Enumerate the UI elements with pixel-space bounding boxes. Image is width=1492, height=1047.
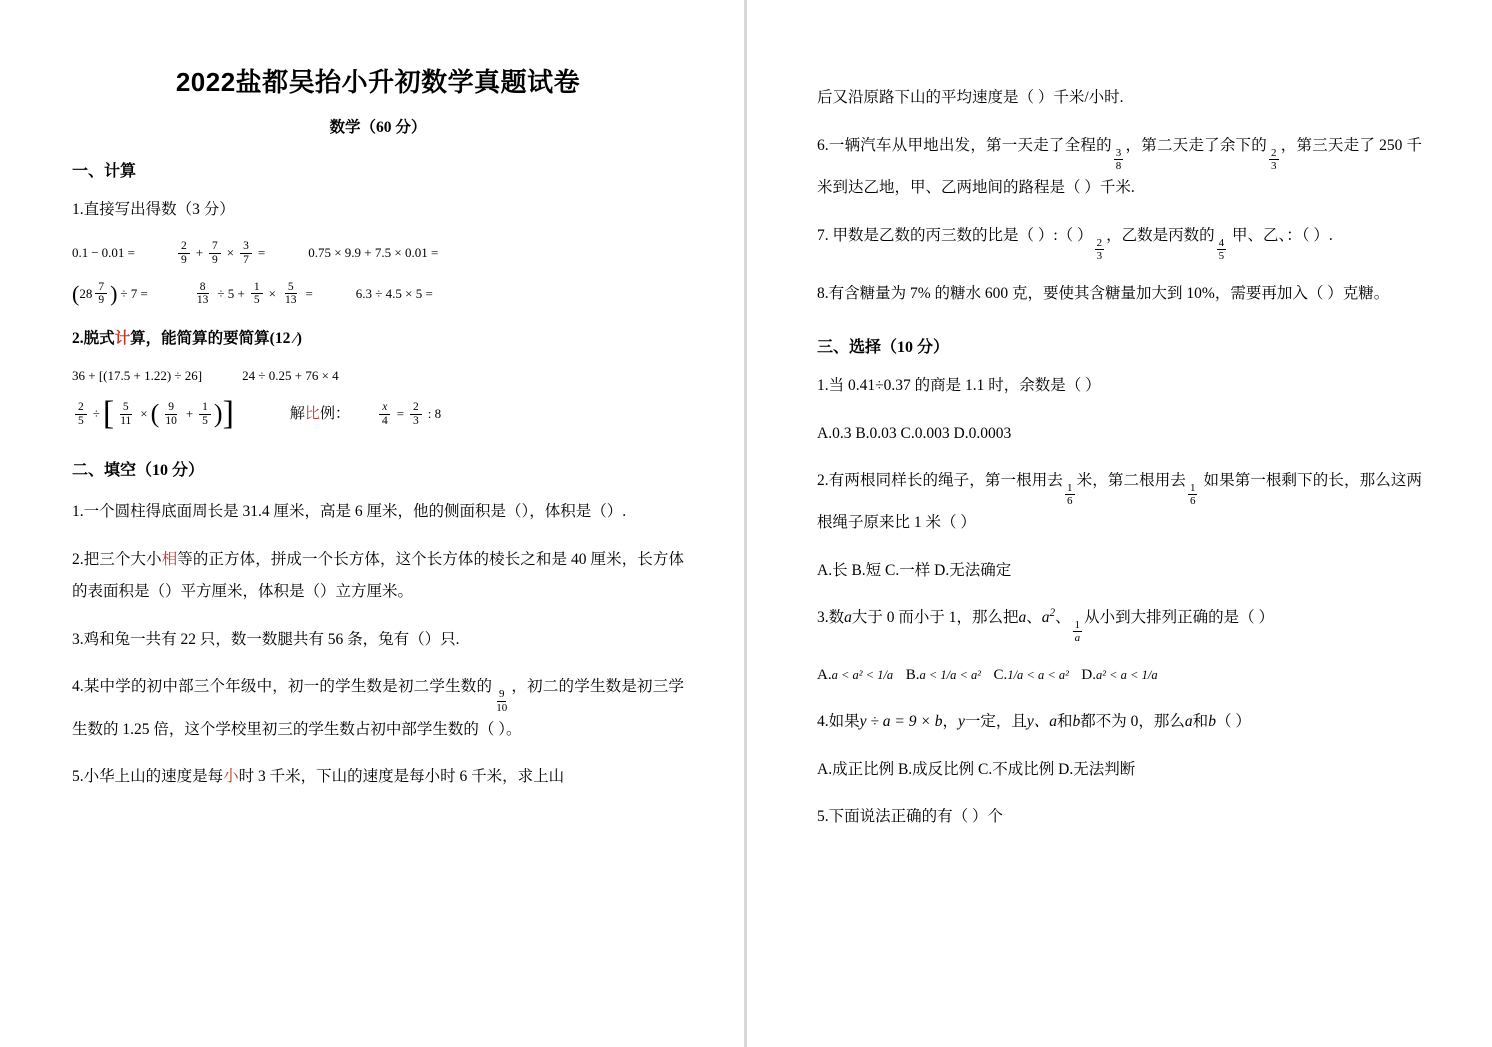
option-a-expr: a < a² < 1/a — [831, 667, 894, 682]
section-heading-fill-blank: 二、填空（10 分） — [72, 462, 205, 480]
fill-question-1: 1.一个圆柱得底面周长是 31.4 厘米，高是 6 厘米，他的侧面积是（），体积是（）. — [72, 503, 627, 521]
right-bracket: ] — [222, 395, 234, 433]
left-bracket: [ — [102, 395, 115, 433]
choice-question-4-options: A.成正比例 B.成反比例 C.不成比例 D.无法判断 — [817, 760, 1136, 778]
question-1-row-1 — [72, 240, 684, 267]
option-c-label: C. — [993, 666, 1008, 683]
option-d-expr: a² < a < 1/a — [1096, 667, 1158, 682]
expr-2-2: $\frac{8}{13}$ ÷ 5 + $\frac{1}{5}$ × $\frac{5}{13}$ = — [191, 281, 316, 308]
fraction: $\frac{5}{13}$ — [284, 280, 297, 307]
expr-q2-1: 36 + [(17.5 + 1.22) ÷ 26] — [72, 368, 203, 384]
fraction: $\frac{2}{5}$ — [75, 401, 87, 428]
left-page-column — [0, 0, 744, 1047]
section-heading-choice: 三、选择（10 分） — [817, 338, 950, 356]
fraction: $\frac{9}{10}$ — [165, 400, 177, 427]
left-paren: ( — [72, 280, 80, 306]
option-a-label: A. — [817, 666, 832, 683]
fraction: $\frac{1}{6}$ — [1189, 481, 1196, 507]
fill-question-8: 8.有含糖量为 7% 的糖水 600 克，要使其含糖量加大到 10%，需要再加入（ ）克糖。 — [817, 285, 1390, 302]
fraction: $\frac{8}{13}$ — [196, 280, 209, 307]
expr-q2-2: 24 ÷ 0.25 + 76 × 4 — [242, 368, 339, 384]
fraction: $\frac{1}{6}$ — [1067, 481, 1073, 507]
choice-question-1: 1.当 0.41÷0.37 的商是 1.1 时，余数是（ ） — [817, 376, 1101, 394]
fraction: $\frac{2}{3}$ — [410, 401, 422, 428]
fraction: $\frac{7}{9}$ — [209, 240, 221, 267]
option-b-label: B. — [905, 666, 920, 683]
highlighted-char: 计 — [114, 330, 131, 348]
page-title: 2022盐都吴抬小升初数学真题试卷 — [175, 67, 581, 97]
highlighted-char: 比 — [304, 406, 320, 423]
option-b-expr: a < 1/a < a² — [919, 667, 982, 682]
expr-1-2: $\frac{2}{9}$ + $\frac{7}{9}$ × $\frac{3}{7}$ = — [175, 240, 268, 267]
fill-question-2: 2.把三个大小相等的正方体，拼成一个长方体，这个长方体的棱长之和是 40 厘米，长方体的表面积是（）平方厘米，体积是（）立方厘米。 — [72, 551, 684, 600]
highlighted-char: 相 — [161, 551, 178, 569]
highlighted-char: 小 — [223, 768, 239, 786]
fraction: $\frac{2}{9}$ — [178, 240, 190, 267]
expr-q2-3: $\frac{2}{5}$ ÷ [ $\frac{5}{11}$ × ( $\frac{9}{10}$ + $\frac{1}{5}$ ) ] — [72, 397, 234, 431]
left-paren: ( — [150, 399, 160, 429]
expr-2-3: 6.3 ÷ 4.5 × 5 = — [355, 285, 433, 301]
fill-question-5: 5.小华上山的速度是每小时 3 千米，下山的速度是每小时 6 千米，求上山 — [72, 768, 565, 786]
question-2-heading: 2.脱式计算，能简算的要简算(12 ⁄) — [72, 330, 302, 348]
choice-question-5: 5.下面说法正确的有（ ）个 — [817, 807, 1004, 825]
question-1-row-2 — [72, 281, 684, 308]
fill-question-3: 3.鸡和兔一共有 22 只，数一数腿共有 56 条，兔有（）只. — [72, 630, 460, 648]
fill-question-7: 7. 甲数是乙数的丙三数的比是（ ）:（ ） $\frac{2}{3}$ ，乙数是丙数的 $\frac{4}{5}$ 甲、乙、：（ ）. — [817, 226, 1333, 262]
page-subtitle: 数学（60 分） — [329, 119, 427, 136]
right-paren: ) — [213, 399, 223, 429]
expr-1-1: 0.1 − 0.01 = — [72, 244, 135, 260]
question-1-heading: 1.直接写出得数（3 分） — [72, 201, 235, 218]
fill-question-4: 4.某中学的初中部三个年级中，初一的学生数是初二学生数的 $\frac{9}{10}$ ，初二的学生数是初三学生数的 1.25 倍，这个学校里初三的学生数占初中部学生数的（ ）。 — [72, 678, 684, 738]
mixed-number: 28 $\frac{7}{9}$ — [79, 281, 110, 308]
fraction: $\frac{1}{5}$ — [251, 281, 263, 308]
fraction: $\frac{5}{11}$ — [120, 400, 132, 427]
choice-question-4: 4.如果y ÷ a = 9 × b，y一定，且y、a和b都不为 0，那么a和b（ ） — [817, 712, 1251, 730]
expr-1-3: 0.75 × 9.9 + 7.5 × 0.01 = — [308, 244, 439, 260]
fraction: $\frac{2}{3}$ — [1096, 236, 1103, 262]
expr-q2-4: $\frac{x}{4}$ = $\frac{2}{3}$ : 8 — [376, 401, 444, 428]
fraction: $\frac{3}{8}$ — [1115, 146, 1122, 172]
fraction: $\frac{x}{4}$ — [379, 401, 391, 428]
fraction: $\frac{9}{10}$ — [496, 688, 508, 714]
solve-proportion-label: 解比例： — [289, 406, 350, 423]
fill-question-6: 6.一辆汽车从甲地出发，第一天走了全程的 $\frac{3}{8}$ ，第二天走了余下的 $\frac{2}{3}$ ，第三天走了 250 千米到达乙地，甲、乙两地间的路程是（ ）千米. — [817, 136, 1422, 196]
choice-question-3-options — [817, 660, 1422, 690]
option-d-label: D. — [1081, 666, 1096, 683]
fill-question-5-continued: 后又沿原路下山的平均速度是（ ）千米/小时. — [817, 89, 1124, 106]
choice-question-1-options: A.0.3 B.0.03 C.0.003 D.0.0003 — [817, 424, 1012, 442]
section-heading-calculation: 一、计算 — [72, 163, 137, 180]
choice-question-2: 2.有两根同样长的绳子，第一根用去 $\frac{1}{6}$ 米，第二根用去 $\frac{1}{6}$ 如果第一根剩下的长，那么这两根绳子原来比 1 米（ ） — [817, 471, 1422, 531]
fraction: $\frac{2}{3}$ — [1271, 146, 1277, 172]
question-2-row-1 — [72, 369, 684, 383]
fraction: $\frac{7}{9}$ — [95, 281, 107, 308]
option-c-expr: 1/a < a < a² — [1007, 667, 1069, 682]
fraction: $\frac{1}{a}$ — [1074, 618, 1081, 644]
right-paren: ) — [110, 280, 118, 306]
fraction: $\frac{1}{5}$ — [199, 401, 211, 428]
choice-question-2-options: A.长 B.短 C.一样 D.无法确定 — [817, 561, 1012, 579]
fraction: $\frac{3}{7}$ — [240, 240, 252, 267]
right-page-column — [747, 0, 1492, 1047]
question-2-row-2 — [72, 397, 684, 431]
choice-question-3: 3.数a大于 0 而小于 1，那么把a、$a^2$、 $\frac{1}{a}$ 从小到大排列正确的是（ ） — [817, 606, 1275, 644]
fraction: $\frac{4}{5}$ — [1218, 236, 1225, 262]
expr-2-1: ( 28 $\frac{7}{9}$ ) ÷ 7 = — [72, 280, 148, 307]
